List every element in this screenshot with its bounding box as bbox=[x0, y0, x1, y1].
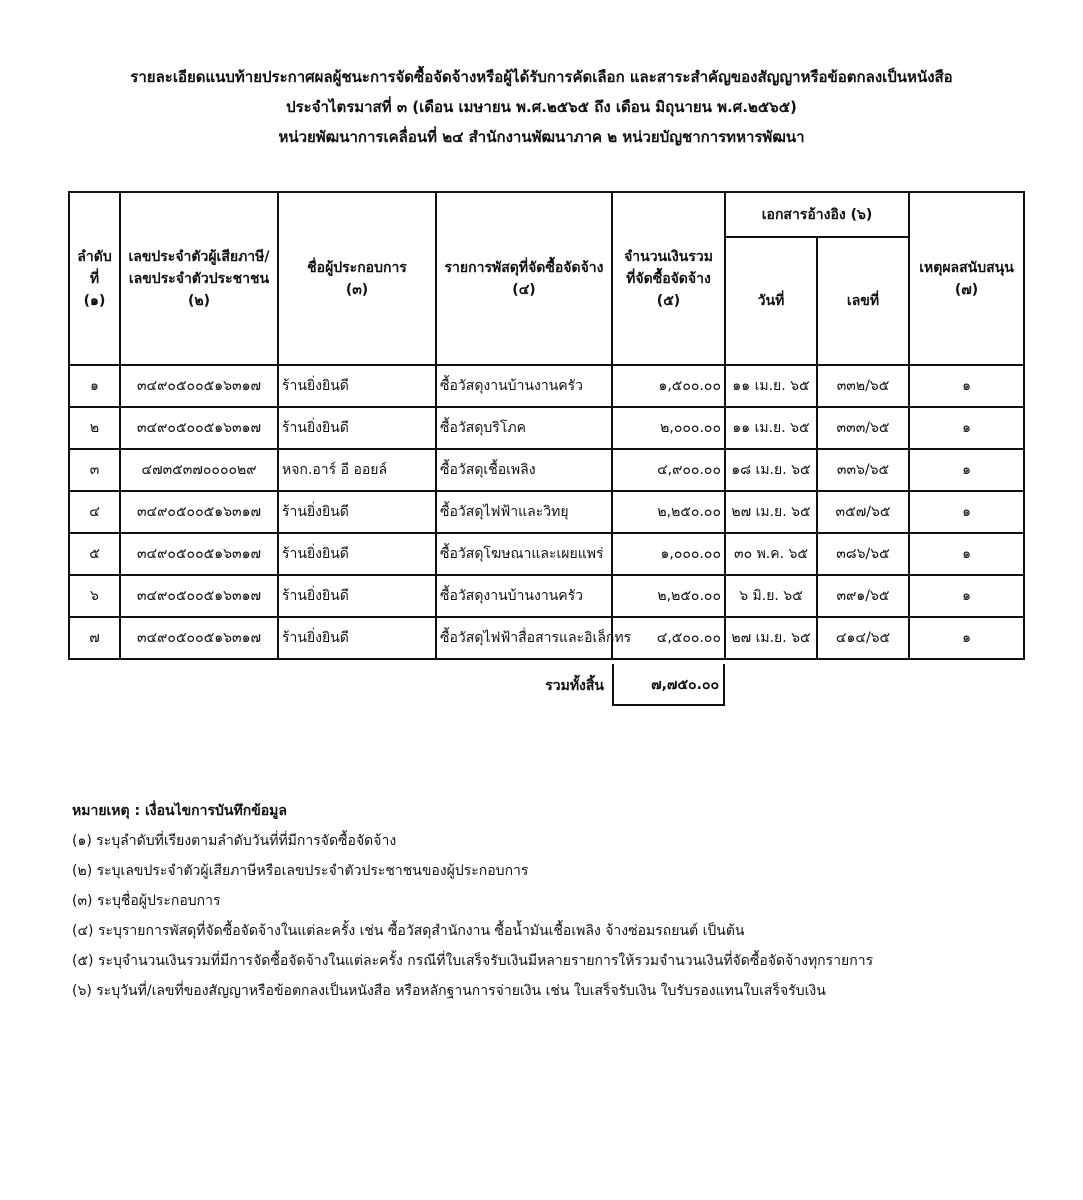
cell-number: ๓๓๒/๖๕ bbox=[817, 365, 909, 407]
cell-item: ซื้อวัสดุโฆษณาและเผยแพร่ bbox=[436, 533, 612, 575]
header-amount-number: (๕) bbox=[656, 292, 681, 309]
cell-date: ๑๘ เม.ย. ๖๕ bbox=[725, 449, 817, 491]
cell-amount: ๔,๙๐๐.๐๐ bbox=[612, 449, 725, 491]
table-row bbox=[69, 575, 1024, 617]
header-reason-label: เหตุผลสนับสนุน bbox=[919, 259, 1014, 276]
cell-item: ซื้อวัสดุไฟฟ้าสื่อสารและอิเล็กทร bbox=[436, 617, 612, 659]
cell-vendor: ร้านยิ่งยินดี bbox=[278, 575, 436, 617]
cell-date: ๓๐ พ.ค. ๖๕ bbox=[725, 533, 817, 575]
cell-amount: ๑,๐๐๐.๐๐ bbox=[612, 533, 725, 575]
cell-taxid: ๓๔๙๐๕๐๐๕๑๖๓๑๗ bbox=[120, 365, 278, 407]
header-reference: เอกสารอ้างอิง (๖) bbox=[725, 192, 909, 237]
remark-item: (๓) ระบุชื่อผู้ประกอบการ bbox=[72, 893, 221, 909]
cell-date: ๒๗ เม.ย. ๖๕ bbox=[725, 617, 817, 659]
table-row bbox=[69, 491, 1024, 533]
cell-reason: ๑ bbox=[909, 491, 1024, 533]
cell-seq: ๕ bbox=[69, 533, 120, 575]
cell-vendor: ร้านยิ่งยินดี bbox=[278, 617, 436, 659]
cell-reason: ๑ bbox=[909, 449, 1024, 491]
cell-vendor: ร้านยิ่งยินดี bbox=[278, 533, 436, 575]
header-amount-line1: จำนวนเงินรวม bbox=[624, 248, 713, 265]
header-vendor-number: (๓) bbox=[345, 281, 369, 298]
total-value: ๗,๗๕๐.๐๐ bbox=[612, 664, 725, 706]
header-seq-number: (๑) bbox=[83, 292, 106, 309]
header-ref-date: วันที่ bbox=[725, 237, 817, 365]
remarks-section bbox=[72, 796, 1032, 1006]
cell-vendor: หจก.อาร์ อี ออยล์ bbox=[278, 449, 436, 491]
header-amount-line2: ที่จัดซื้อจัดจ้าง bbox=[626, 270, 711, 287]
cell-item: ซื้อวัสดุงานบ้านงานครัว bbox=[436, 575, 612, 617]
header-taxid bbox=[120, 192, 278, 365]
cell-amount: ๒,๐๐๐.๐๐ bbox=[612, 407, 725, 449]
document-title bbox=[0, 62, 1083, 152]
header-taxid-number: (๒) bbox=[187, 292, 211, 309]
table-row bbox=[69, 617, 1024, 659]
cell-reason: ๑ bbox=[909, 407, 1024, 449]
table-row bbox=[69, 365, 1024, 407]
cell-reason: ๑ bbox=[909, 533, 1024, 575]
header-ref-number: เลขที่ bbox=[817, 237, 909, 365]
title-line-3: หน่วยพัฒนาการเคลื่อนที่ ๒๔ สำนักงานพัฒนาภาค ๒ หน่วยบัญชาการทหารพัฒนา bbox=[278, 128, 805, 146]
cell-vendor: ร้านยิ่งยินดี bbox=[278, 491, 436, 533]
cell-item: ซื้อวัสดุไฟฟ้าและวิทยุ bbox=[436, 491, 612, 533]
cell-number: ๓๓๓/๖๕ bbox=[817, 407, 909, 449]
total-label: รวมทั้งสิ้น bbox=[545, 678, 604, 694]
cell-reason: ๑ bbox=[909, 575, 1024, 617]
cell-reason: ๑ bbox=[909, 617, 1024, 659]
table-row bbox=[69, 407, 1024, 449]
header-vendor-label: ชื่อผู้ประกอบการ bbox=[307, 259, 407, 276]
cell-taxid: ๔๗๓๕๓๗๐๐๐๐๒๙ bbox=[120, 449, 278, 491]
title-line-2: ประจำไตรมาสที่ ๓ (เดือน เมษายน พ.ศ.๒๕๖๕ ถึง เดือน มิถุนายน พ.ศ.๒๕๖๕) bbox=[286, 98, 797, 116]
cell-vendor: ร้านยิ่งยินดี bbox=[278, 407, 436, 449]
cell-number: ๓๓๖/๖๕ bbox=[817, 449, 909, 491]
cell-number: ๓๙๑/๖๕ bbox=[817, 575, 909, 617]
cell-date: ๒๗ เม.ย. ๖๕ bbox=[725, 491, 817, 533]
title-line-1: รายละเอียดแนบท้ายประกาศผลผู้ชนะการจัดซื้อจัดจ้างหรือผู้ได้รับการคัดเลือก และสาระสำคัญของสัญญาหรือข้อตกลงเป็นหนังสือ bbox=[130, 68, 953, 86]
cell-taxid: ๓๔๙๐๕๐๐๕๑๖๓๑๗ bbox=[120, 407, 278, 449]
cell-vendor: ร้านยิ่งยินดี bbox=[278, 365, 436, 407]
cell-amount: ๒,๒๕๐.๐๐ bbox=[612, 575, 725, 617]
header-taxid-line2: เลขประจำตัวประชาชน bbox=[128, 270, 270, 287]
table-row bbox=[69, 533, 1024, 575]
cell-amount: ๑,๕๐๐.๐๐ bbox=[612, 365, 725, 407]
header-seq-label: ลำดับที่ bbox=[77, 248, 112, 287]
cell-seq: ๔ bbox=[69, 491, 120, 533]
header-vendor bbox=[278, 192, 436, 365]
header-seq bbox=[69, 192, 120, 365]
header-item-number: (๔) bbox=[512, 281, 536, 298]
cell-number: ๓๘๖/๖๕ bbox=[817, 533, 909, 575]
remark-item: (๖) ระบุวันที่/เลขที่ของสัญญาหรือข้อตกลงเป็นหนังสือ หรือหลักฐานการจ่ายเงิน เช่น ใบเสร็จรับเงิน ใบรับรองแทนใบเสร็จรับเงิน bbox=[72, 983, 826, 999]
cell-number: ๓๕๗/๖๕ bbox=[817, 491, 909, 533]
cell-amount: ๒,๒๕๐.๐๐ bbox=[612, 491, 725, 533]
header-item-label: รายการพัสดุที่จัดซื้อจัดจ้าง bbox=[444, 259, 604, 276]
remark-item: (๒) ระบุเลขประจำตัวผู้เสียภาษีหรือเลขประจำตัวประชาชนของผู้ประกอบการ bbox=[72, 863, 529, 879]
header-amount bbox=[612, 192, 725, 365]
cell-amount: ๔,๕๐๐.๐๐ bbox=[612, 617, 725, 659]
remark-item: (๑) ระบุลำดับที่เรียงตามลำดับวันที่ที่มีการจัดซื้อจัดจ้าง bbox=[72, 833, 397, 849]
header-reason bbox=[909, 192, 1024, 365]
remark-item: (๔) ระบุรายการพัสดุที่จัดซื้อจัดจ้างในแต่ละครั้ง เช่น ซื้อวัสดุสำนักงาน ซื้อน้ำมันเชื้อเพลิง จ้างซ่อมรถยนต์ เป็นต้น bbox=[72, 923, 745, 939]
header-item bbox=[436, 192, 612, 365]
remark-item: (๕) ระบุจำนวนเงินรวมที่มีการจัดซื้อจัดจ้างในแต่ละครั้ง กรณีที่ใบเสร็จรับเงินมีหลายรายการให้รวมจำนวนเงินที่จัดซื้อจัดจ้างทุกรายการ bbox=[72, 953, 874, 969]
cell-taxid: ๓๔๙๐๕๐๐๕๑๖๓๑๗ bbox=[120, 533, 278, 575]
cell-seq: ๗ bbox=[69, 617, 120, 659]
cell-seq: ๖ bbox=[69, 575, 120, 617]
header-taxid-line1: เลขประจำตัวผู้เสียภาษี/ bbox=[128, 248, 270, 265]
cell-date: ๑๑ เม.ย. ๖๕ bbox=[725, 407, 817, 449]
procurement-table bbox=[68, 191, 1025, 660]
table-row bbox=[69, 449, 1024, 491]
cell-reason: ๑ bbox=[909, 365, 1024, 407]
remarks-title: หมายเหตุ : เงื่อนไขการบันทึกข้อมูล bbox=[72, 803, 287, 819]
cell-item: ซื้อวัสดุงานบ้านงานครัว bbox=[436, 365, 612, 407]
cell-date: ๖ มิ.ย. ๖๕ bbox=[725, 575, 817, 617]
cell-taxid: ๓๔๙๐๕๐๐๕๑๖๓๑๗ bbox=[120, 491, 278, 533]
cell-taxid: ๓๔๙๐๕๐๐๕๑๖๓๑๗ bbox=[120, 575, 278, 617]
cell-seq: ๒ bbox=[69, 407, 120, 449]
header-reason-number: (๗) bbox=[954, 281, 979, 298]
cell-date: ๑๑ เม.ย. ๖๕ bbox=[725, 365, 817, 407]
cell-taxid: ๓๔๙๐๕๐๐๕๑๖๓๑๗ bbox=[120, 617, 278, 659]
cell-item: ซื้อวัสดุบริโภค bbox=[436, 407, 612, 449]
cell-seq: ๓ bbox=[69, 449, 120, 491]
cell-number: ๔๑๔/๖๕ bbox=[817, 617, 909, 659]
cell-seq: ๑ bbox=[69, 365, 120, 407]
cell-item: ซื้อวัสดุเชื้อเพลิง bbox=[436, 449, 612, 491]
